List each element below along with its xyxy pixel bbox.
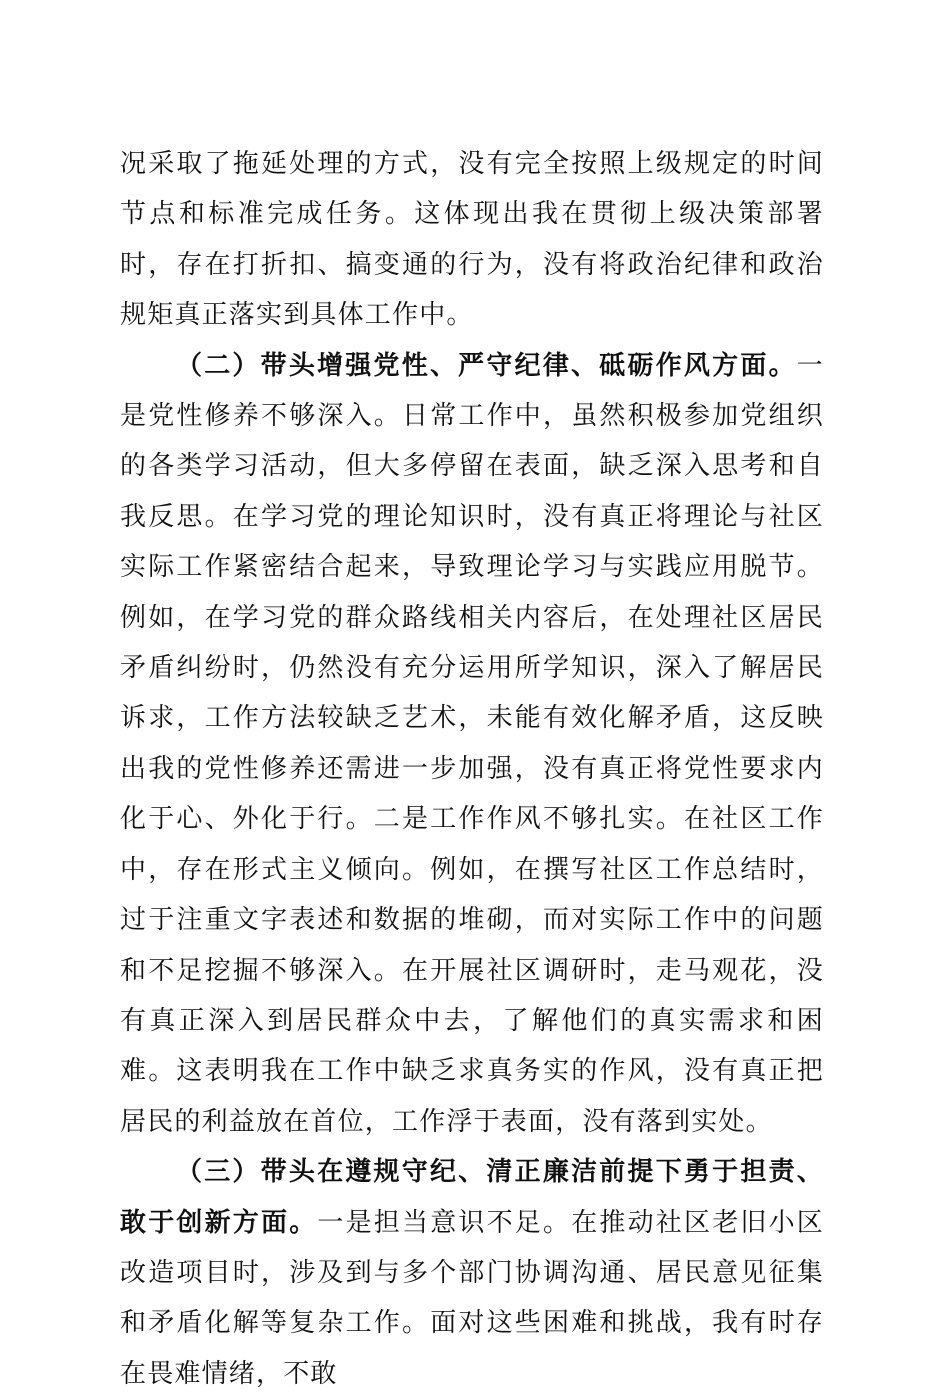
paragraph-section-two: [120, 341, 824, 1148]
paragraph-continuation: [120, 139, 824, 341]
section-two-heading: （二）带头增强党性、严守纪律、砥砺作风方面。: [176, 350, 797, 381]
section-three-body: 一是担当意识不足。在推动社区老旧小区改造项目时，涉及到与多个部门协调沟通、居民意见征集和矛盾化解等复杂工作。面对这些困难和挑战，我有时存在畏难情绪，不敢: [120, 1207, 824, 1389]
paragraph-body-text: 况采取了拖延处理的方式，没有完全按照上级规定的时间节点和标准完成任务。这体现出我在贯彻上级决策部署时，存在打折扣、搞变通的行为，没有将政治纪律和政治规矩真正落实到具体工作中。: [120, 149, 824, 331]
section-three-heading: （三）带头在遵规守纪、清正廉洁前提下勇于担责、敢于创新方面。: [120, 1157, 824, 1238]
document-body: [120, 139, 824, 1399]
paragraph-section-three: [120, 1147, 824, 1399]
section-two-body: 一是党性修养不够深入。日常工作中，虽然积极参加党组织的各类学习活动，但大多停留在表面，缺乏深入思考和自我反思。在学习党的理论知识时，没有真正将理论与社区实际工作紧密结合起来，导致理论学习与实践应用脱节。例如，在学习党的群众路线相关内容后，在处理社区居民矛盾纠纷时，仍然没有充分运用所学知识，深入了解居民诉求，工作方法较缺乏艺术，未能有效化解矛盾，这反映出我的党性修养还需进一步加强，没有真正将党性要求内化于心、外化于行。二是工作作风不够扎实。在社区工作中，存在形式主义倾向。例如，在撰写社区工作总结时，过于注重文字表述和数据的堆砌，而对实际工作中的问题和不足挖掘不够深入。在开展社区调研时，走马观花，没有真正深入到居民群众中去，了解他们的真实需求和困难。这表明我在工作中缺乏求真务实的作风，没有真正把居民的利益放在首位，工作浮于表面，没有落到实处。: [120, 350, 824, 1137]
